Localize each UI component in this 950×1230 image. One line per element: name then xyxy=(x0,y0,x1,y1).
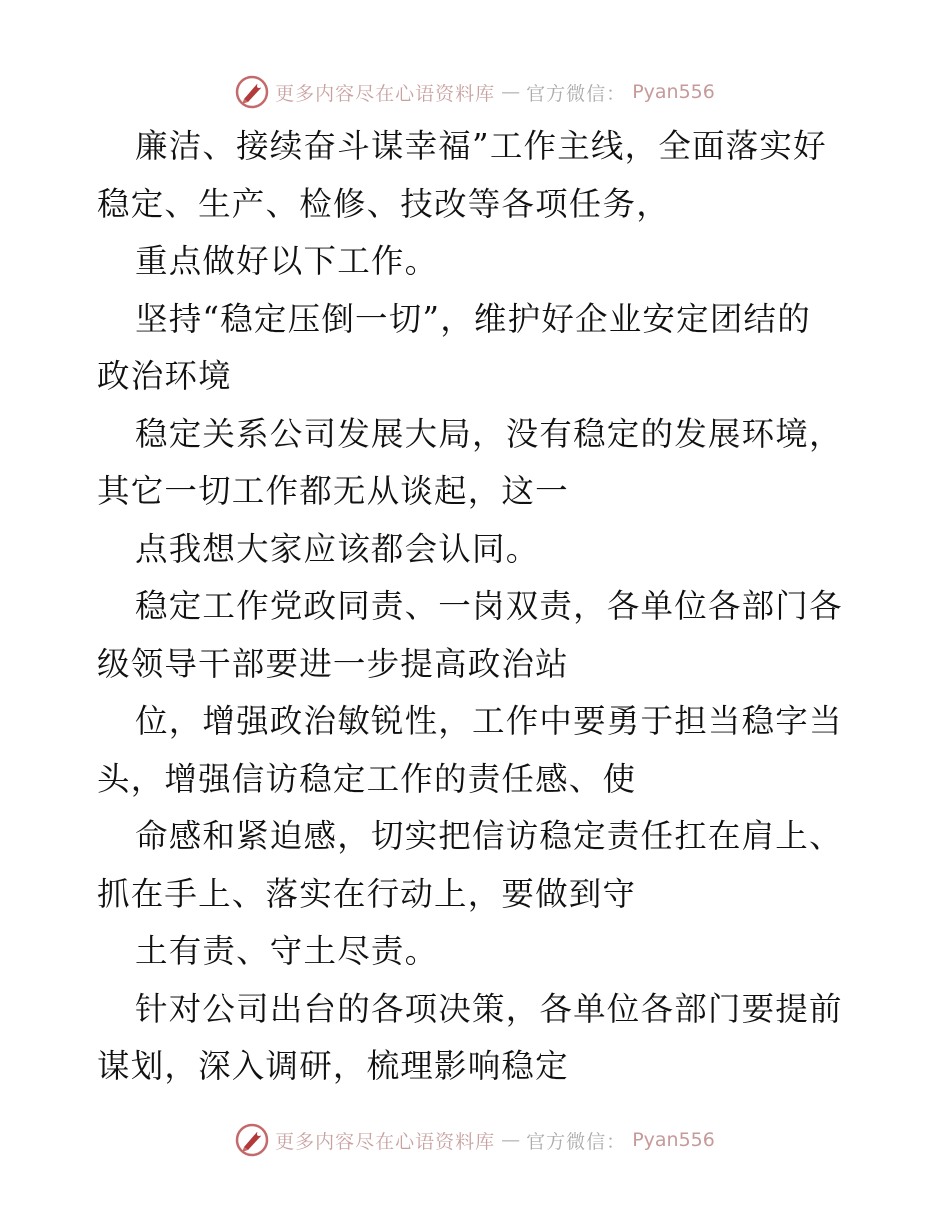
watermark-label: 官方微信： xyxy=(526,82,627,105)
text-line: 谋划，深入调研，梳理影响稳定 xyxy=(97,1047,569,1085)
header-watermark xyxy=(0,72,950,112)
text-line: 稳定、生产、检修、技改等各项任务， xyxy=(97,184,670,223)
text-line: 其它一切工作都无从谈起，这一 xyxy=(97,472,569,510)
text-line: 头，增强信访稳定工作的责任感、使 xyxy=(97,759,637,798)
text-line: 政治环境 xyxy=(97,357,232,395)
watermark-label: 官方微信： xyxy=(526,1130,627,1153)
text-line: 稳定关系公司发展大局，没有稳定的发展环境， xyxy=(135,414,843,453)
watermark-dash: — xyxy=(501,1129,521,1151)
text-line: 坚持“稳定压倒一切”，维护好企业安定团结的 xyxy=(135,299,811,338)
watermark-id: Pyan556 xyxy=(632,81,715,103)
text-line: 廉洁、接续奋斗谋幸福”工作主线，全面落实好 xyxy=(135,127,827,165)
document-body xyxy=(97,118,857,1096)
text-line: 命感和紧迫感，切实把信访稳定责任扛在肩上、 xyxy=(135,817,843,855)
text-line: 针对公司出台的各项决策，各单位各部门要提前 xyxy=(135,989,843,1028)
brand-logo-icon xyxy=(235,75,269,109)
brand-logo-icon xyxy=(235,1123,269,1157)
text-line: 重点做好以下工作。 xyxy=(135,242,439,280)
watermark-dash: — xyxy=(501,81,521,103)
watermark-id: Pyan556 xyxy=(632,1129,715,1151)
text-line: 级领导干部要进一步提高政治站 xyxy=(97,644,569,683)
text-line: 土有责、守土尽责。 xyxy=(135,932,439,970)
watermark-brand: 更多内容尽在心语资料库 xyxy=(275,1130,496,1153)
text-line: 点我想大家应该都会认同。 xyxy=(135,529,540,568)
watermark-brand: 更多内容尽在心语资料库 xyxy=(275,82,496,105)
text-line: 稳定工作党政同责、一岗双责，各单位各部门各 xyxy=(135,587,843,625)
footer-watermark xyxy=(0,1120,950,1160)
text-line: 抓在手上、落实在行动上，要做到守 xyxy=(97,874,637,913)
text-line: 位，增强政治敏锐性，工作中要勇于担当稳字当 xyxy=(135,702,843,740)
